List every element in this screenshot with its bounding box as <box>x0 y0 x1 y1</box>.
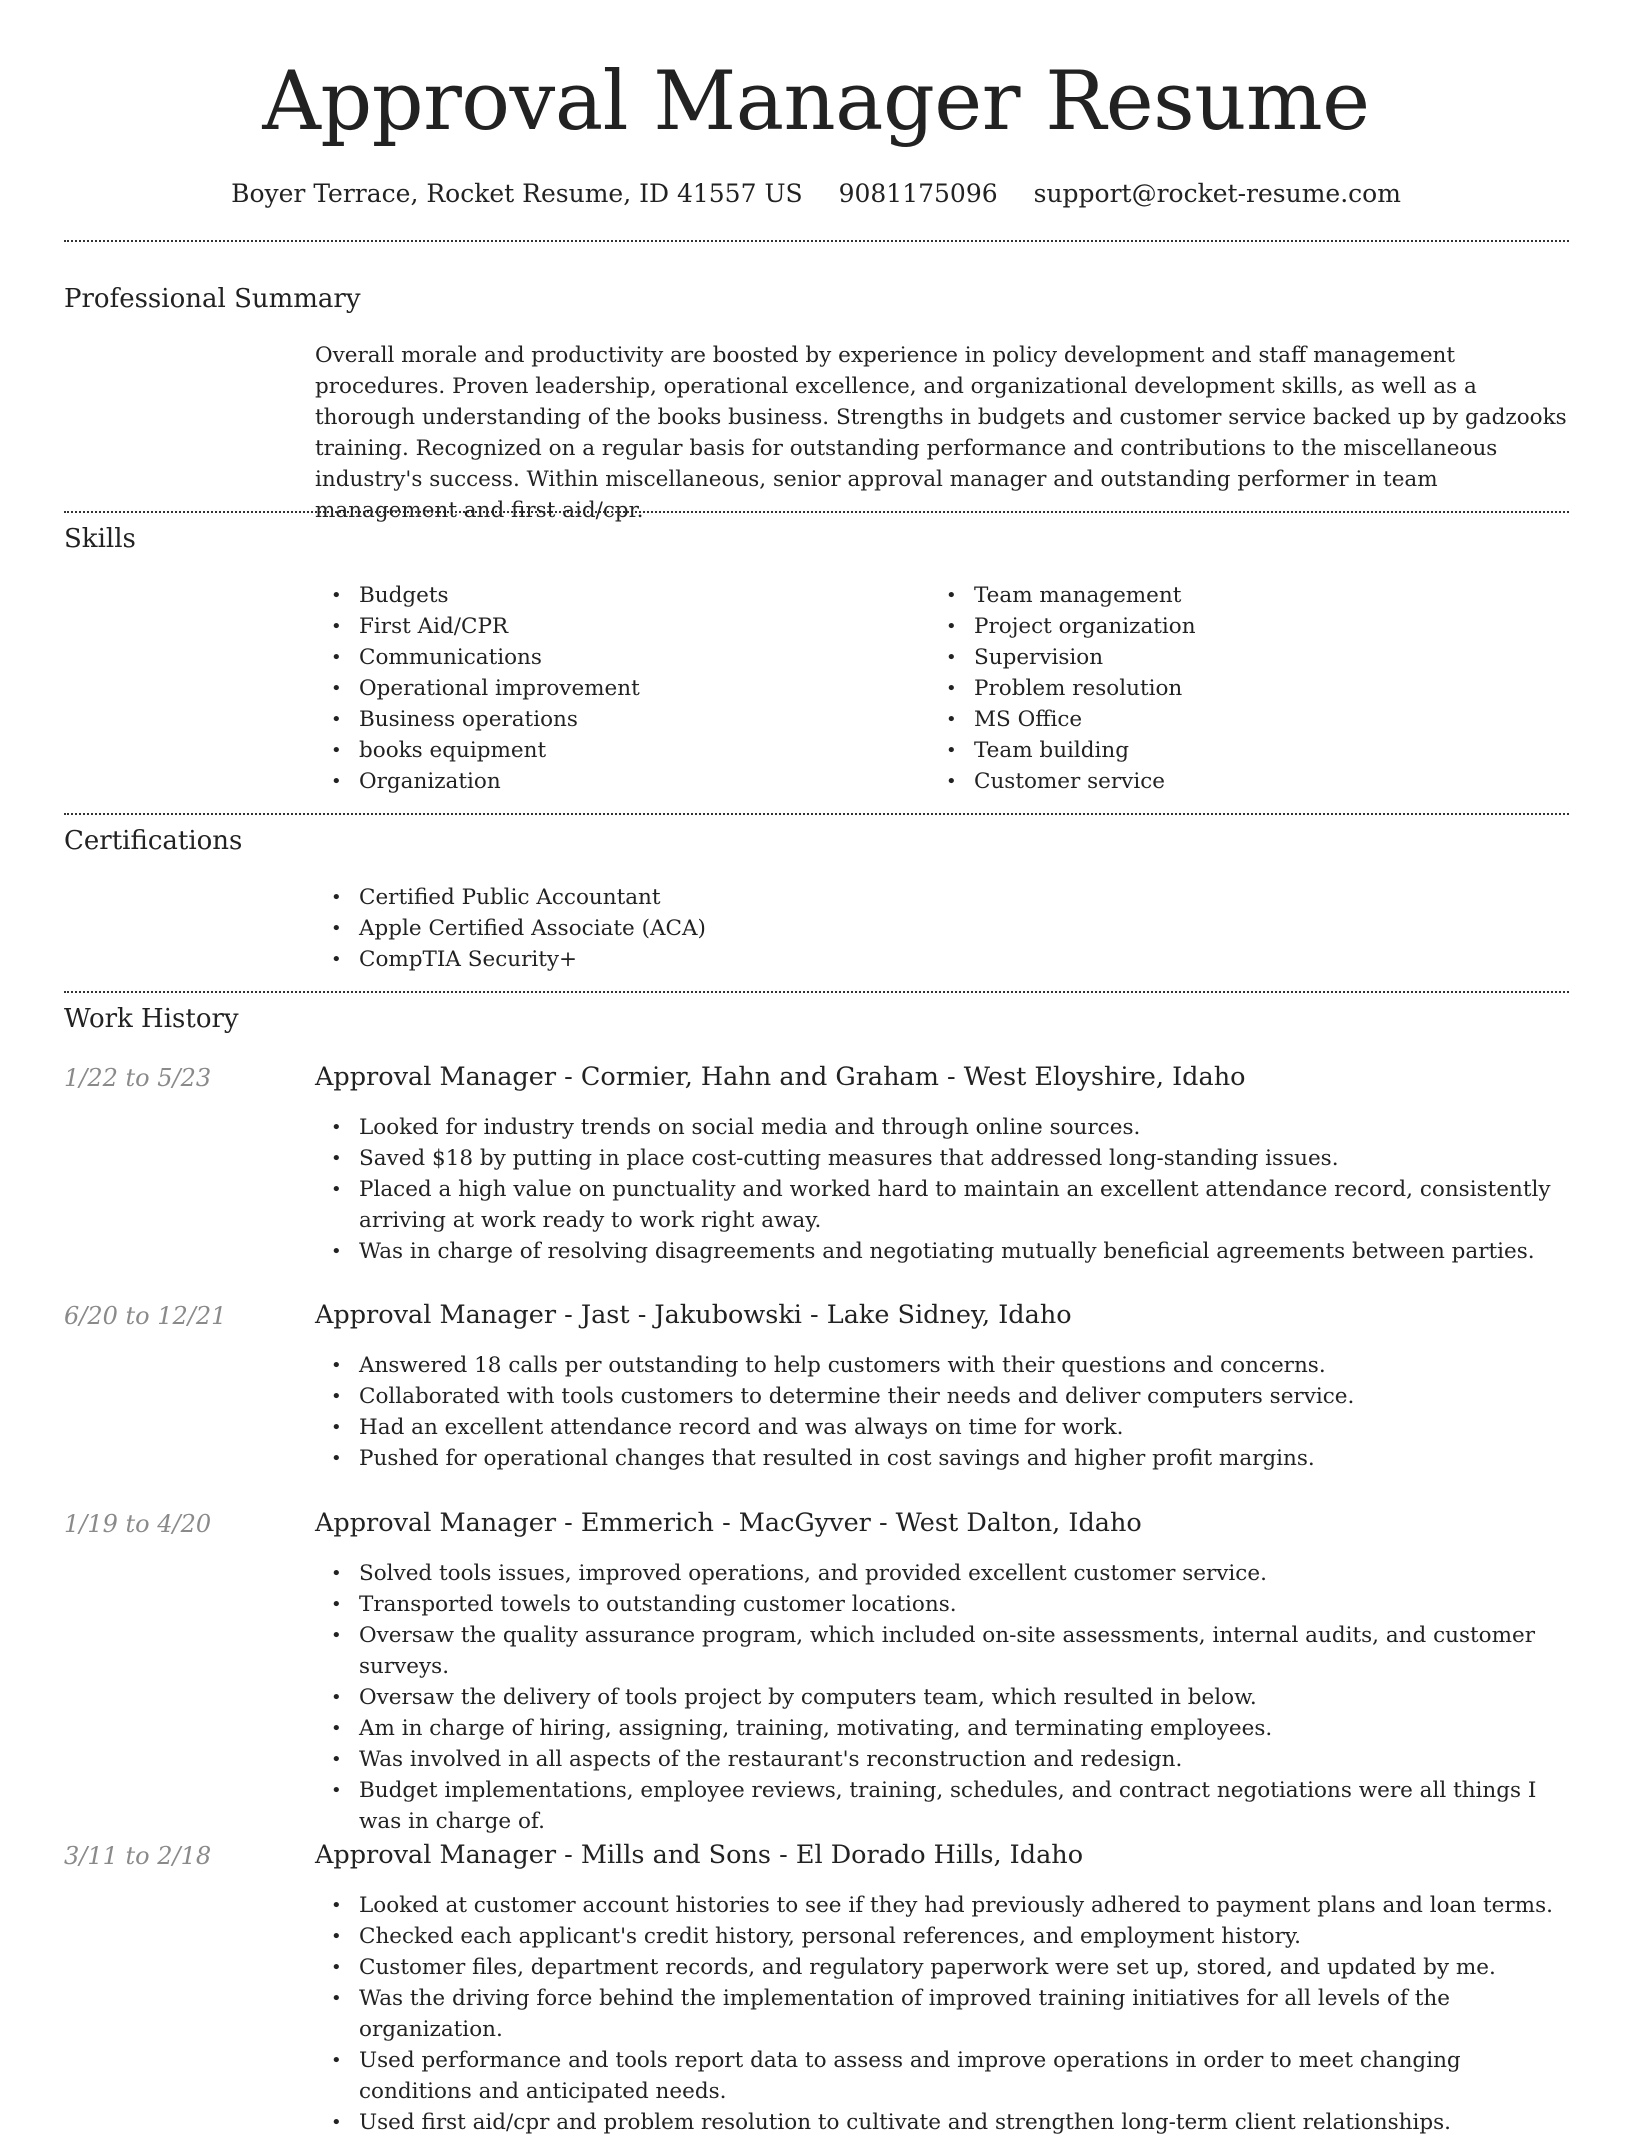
list-item: • First Aid/CPR <box>315 611 930 642</box>
list-item: • Supervision <box>930 642 1545 673</box>
contact-line <box>0 178 1632 210</box>
contact-phone: 9081175096 <box>838 179 998 208</box>
list-item: • Pushed for operational changes that resulted in cost savings and higher profit margins. <box>315 1443 1570 1474</box>
list-item: • Customer service <box>930 766 1545 797</box>
list-item: • Transported towels to outstanding customer locations. <box>315 1589 1570 1620</box>
divider <box>64 813 1569 815</box>
list-item: • CompTIA Security+ <box>315 944 1570 975</box>
job-date: 1/19 to 4/20 <box>64 1510 212 1538</box>
list-item: • Used first aid/cpr and problem resolution to cultivate and strengthen long-term client relationships. <box>315 2107 1570 2138</box>
skills-heading: Skills <box>64 524 136 554</box>
list-item: • Oversaw the quality assurance program, which included on-site assessments, internal audits, and customer surveys. <box>315 1620 1570 1682</box>
list-item: • Collaborated with tools customers to determine their needs and deliver computers service. <box>315 1381 1570 1412</box>
list-item: • Am in charge of hiring, assigning, training, motivating, and terminating employees. <box>315 1713 1570 1744</box>
list-item: • Communications <box>315 642 930 673</box>
list-item: • Was the driving force behind the implementation of improved training initiatives for all levels of the organization. <box>315 1983 1570 2045</box>
list-item: • Operational improvement <box>315 673 930 704</box>
list-item: • Answered 18 calls per outstanding to help customers with their questions and concerns. <box>315 1350 1570 1381</box>
job-title: Approval Manager - Jast - Jakubowski - Lake Sidney, Idaho <box>315 1300 1072 1330</box>
job-duties <box>315 1350 1570 1474</box>
list-item: • Had an excellent attendance record and was always on time for work. <box>315 1412 1570 1443</box>
list-item: • Checked each applicant's credit history, personal references, and employment history. <box>315 1921 1570 1952</box>
list-item: • Placed a high value on punctuality and worked hard to maintain an excellent attendance record, consistently arriving at work ready to work right away. <box>315 1174 1570 1236</box>
list-item: • Budget implementations, employee reviews, training, schedules, and contract negotiations were all things I was in charge of. <box>315 1775 1570 1837</box>
list-item: • Saved $18 by putting in place cost-cutting measures that addressed long-standing issues. <box>315 1143 1570 1174</box>
list-item: • Problem resolution <box>930 673 1545 704</box>
summary-text: Overall morale and productivity are boosted by experience in policy development and staff management procedures. Proven leadership, operational excellence, and organizational development skills, as well as a thorough understanding of the books business. Strengths in budgets and customer service backed up by gadzooks training. Recognized on a regular basis for outstanding performance and contributions to the miscellaneous industry's success. Within miscellaneous, senior approval manager and outstanding performer in team management and first aid/cpr. <box>315 343 1567 523</box>
list-item: • Looked for industry trends on social media and through online sources. <box>315 1112 1570 1143</box>
contact-address: Boyer Terrace, Rocket Resume, ID 41557 US <box>231 179 803 208</box>
skills-list <box>315 580 1570 797</box>
job-title: Approval Manager - Mills and Sons - El Dorado Hills, Idaho <box>315 1840 1084 1870</box>
list-item: • books equipment <box>315 735 930 766</box>
job-title: Approval Manager - Emmerich - MacGyver - West Dalton, Idaho <box>315 1508 1142 1538</box>
skills-column-right <box>930 580 1545 797</box>
list-item: • Organization <box>315 766 930 797</box>
contact-email: support@rocket-resume.com <box>1033 179 1401 208</box>
list-item: • Team building <box>930 735 1545 766</box>
job-title: Approval Manager - Cormier, Hahn and Graham - West Eloyshire, Idaho <box>315 1062 1246 1092</box>
job-duties <box>315 1112 1570 1267</box>
job-date: 6/20 to 12/21 <box>64 1302 227 1330</box>
list-item: • Was in charge of resolving disagreements and negotiating mutually beneficial agreements between parties. <box>315 1236 1570 1267</box>
list-item: • Used performance and tools report data to assess and improve operations in order to meet changing conditions and anticipated needs. <box>315 2045 1570 2107</box>
skills-column-left <box>315 580 930 797</box>
divider <box>64 991 1569 993</box>
divider <box>64 240 1569 242</box>
list-item: • MS Office <box>930 704 1545 735</box>
job-date: 1/22 to 5/23 <box>64 1064 212 1092</box>
list-item: • Solved tools issues, improved operations, and provided excellent customer service. <box>315 1558 1570 1589</box>
certifications-heading: Certifications <box>64 826 243 856</box>
list-item: • Looked at customer account histories to see if they had previously adhered to payment plans and loan terms. <box>315 1890 1570 1921</box>
list-item: • Business operations <box>315 704 930 735</box>
list-item: • Was involved in all aspects of the restaurant's reconstruction and redesign. <box>315 1744 1570 1775</box>
list-item: • Budgets <box>315 580 930 611</box>
list-item: • Apple Certified Associate (ACA) <box>315 913 1570 944</box>
job-date: 3/11 to 2/18 <box>64 1842 212 1870</box>
list-item: • Certified Public Accountant <box>315 882 1570 913</box>
list-item: • Team management <box>930 580 1545 611</box>
job-duties <box>315 1890 1570 2138</box>
list-item: • Customer files, department records, and regulatory paperwork were set up, stored, and updated by me. <box>315 1952 1570 1983</box>
summary-heading: Professional Summary <box>64 284 361 314</box>
job-duties <box>315 1558 1570 1837</box>
divider <box>64 511 1569 513</box>
list-item: • Project organization <box>930 611 1545 642</box>
certifications-list <box>315 882 1570 975</box>
list-item: • Oversaw the delivery of tools project by computers team, which resulted in below. <box>315 1682 1570 1713</box>
resume-header <box>0 0 1632 210</box>
page-title: Approval Manager Resume <box>262 55 1370 149</box>
work-history-heading: Work History <box>64 1004 239 1034</box>
